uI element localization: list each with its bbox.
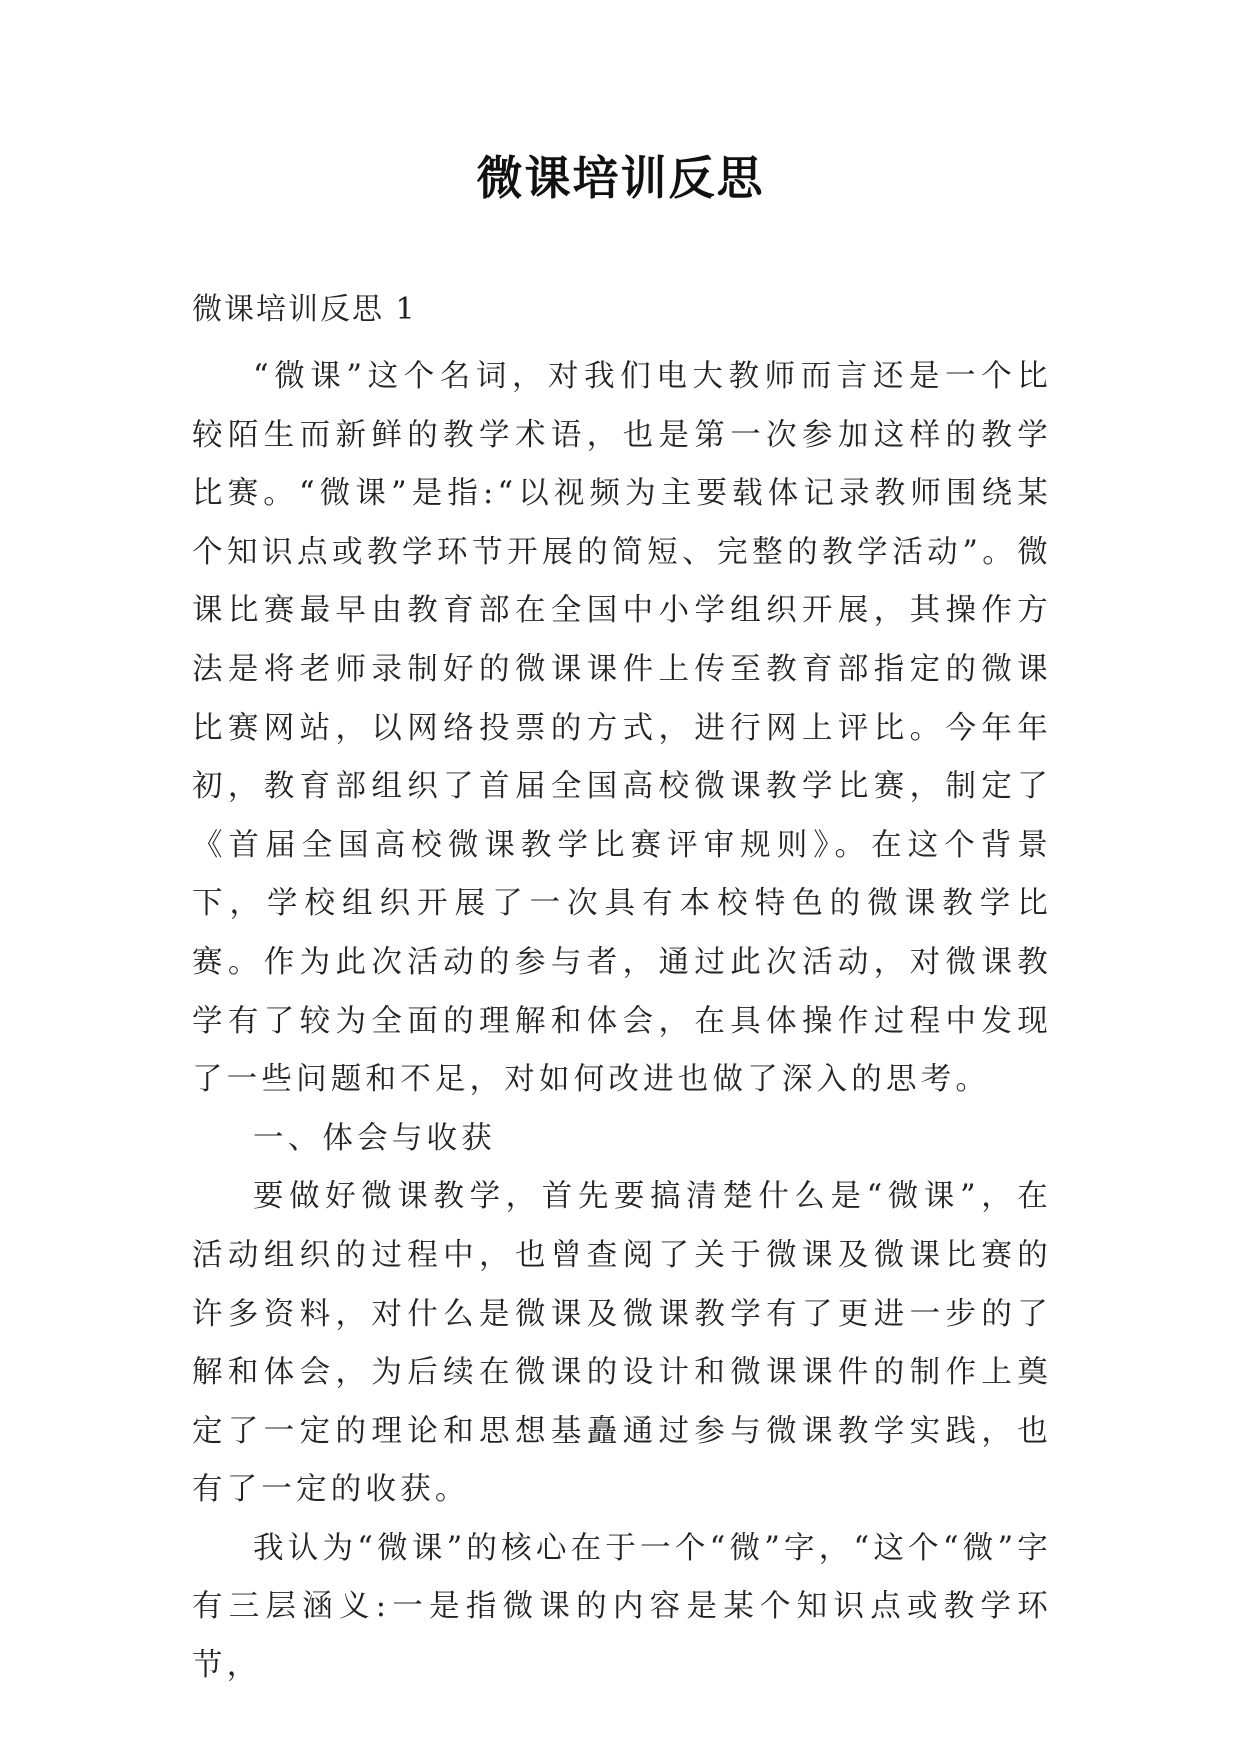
document-body xyxy=(192,348,1052,1696)
paragraph-what-is-microlesson: 要做好微课教学，首先要搞清楚什么是“微课”，在活动组织的过程中，也曾查阅了关于微课及微课比赛的许多资料，对什么是微课及微课教学有了更进一步的了解和体会，为后续在微课的设计和微课课件的制作上奠定了一定的理论和思想基矗通过参与微课教学实践，也有了一定的收获。 xyxy=(192,1179,1052,1508)
paragraph-core-of-microlesson: 我认为“微课”的核心在于一个“微”字，“这个“微”字有三层涵义:一是指微课的内容是某个知识点或教学环节， xyxy=(192,1530,1052,1684)
subheading-experience-and-gains: 一、体会与收获 xyxy=(253,1120,496,1156)
document-title: 微课培训反思 xyxy=(476,151,765,205)
paragraph-intro: “微课”这个名词，对我们电大教师而言还是一个比较陌生而新鲜的教学术语，也是第一次参加这样的教学比赛。“微课”是指:“以视频为主要载体记录教师围绕某个知识点或教学环节开展的简短、完整的教学活动”。微课比赛最早由教育部在全国中小学组织开展，其操作方法是将老师录制好的微课课件上传至教育部指定的微课比赛网站，以网络投票的方式，进行网上评比。今年年初，教育部组织了首届全国高校微课教学比赛，制定了《首届全国高校微课教学比赛评审规则》。在这个背景下，学校组织开展了一次具有本校特色的微课教学比赛。作为此次活动的参与者，通过此次活动，对微课教学有了较为全面的理解和体会，在具体操作过程中发现了一些问题和不足，对如何改进也做了深入的思考。 xyxy=(192,359,1052,1098)
section-title: 微课培训反思 1 xyxy=(192,292,417,327)
